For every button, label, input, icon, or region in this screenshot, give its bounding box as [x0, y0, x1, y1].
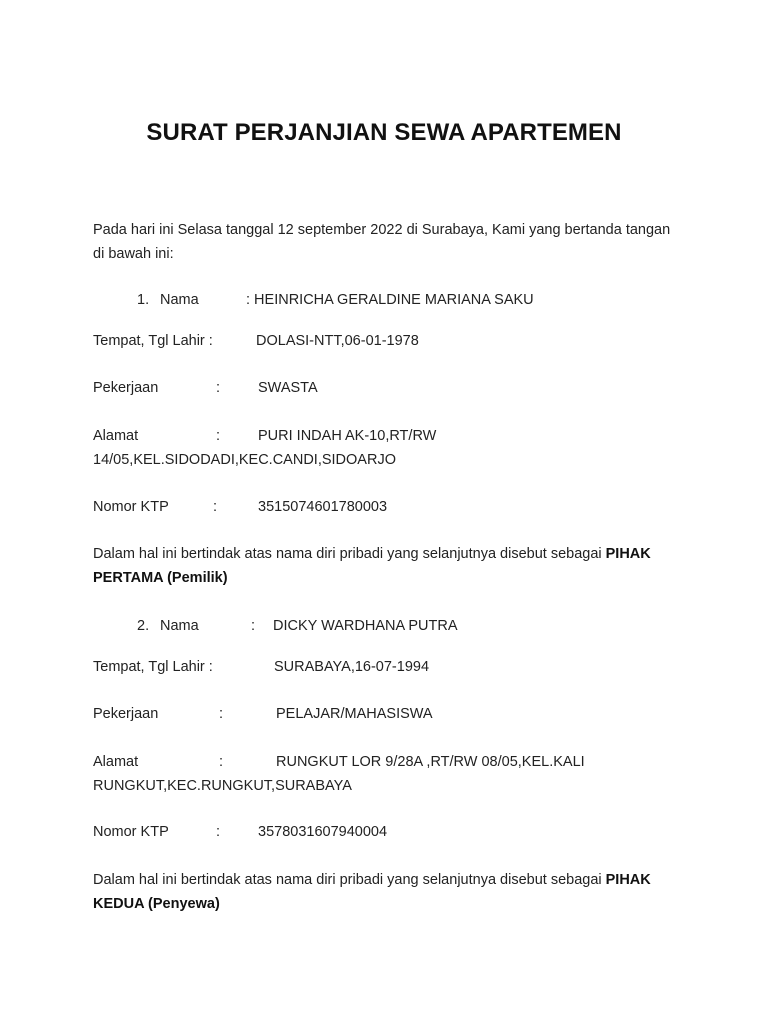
- party2-ktp-colon: :: [216, 824, 221, 840]
- party2-pekerjaan-colon: :: [219, 706, 224, 722]
- intro-paragraph: Pada hari ini Selasa tanggal 12 september 2022 di Surabaya, Kami yang bertanda tangan di bawah ini:: [93, 222, 671, 262]
- party1-statement-text: Dalam hal ini bertindak atas nama diri pribadi yang selanjutnya disebut sebagai: [93, 546, 606, 562]
- party1-pekerjaan-label: Pekerjaan: [93, 380, 159, 396]
- party2-statement-role: PIHAK KEDUA (Penyewa): [93, 872, 651, 912]
- party1-ttl-label: Tempat, Tgl Lahir :: [93, 333, 213, 349]
- party2-nama-value: DICKY WARDHANA PUTRA: [273, 618, 458, 634]
- party1-nama-value: : HEINRICHA GERALDINE MARIANA SAKU: [246, 292, 534, 308]
- party2-alamat-line1: RUNGKUT LOR 9/28A ,RT/RW 08/05,KEL.KALI: [276, 754, 585, 770]
- party1-alamat-line2: 14/05,KEL.SIDODADI,KEC.CANDI,SIDOARJO: [93, 452, 396, 468]
- party1-nama-label: Nama: [160, 292, 199, 308]
- party2-alamat-label: Alamat: [93, 754, 139, 770]
- party2-pekerjaan-label: Pekerjaan: [93, 706, 159, 722]
- party1-alamat-colon: :: [216, 428, 221, 444]
- party2-alamat-line2: RUNGKUT,KEC.RUNGKUT,SURABAYA: [93, 778, 352, 794]
- party2-pekerjaan-value: PELAJAR/MAHASISWA: [276, 706, 433, 722]
- party1-ktp-value: 3515074601780003: [258, 499, 388, 515]
- party2-nama-colon: :: [251, 618, 256, 634]
- party2-nama-label: Nama: [160, 618, 199, 634]
- party1-alamat-line1: PURI INDAH AK-10,RT/RW: [258, 428, 437, 444]
- party1-alamat-label: Alamat: [93, 428, 139, 444]
- party2-number: 2.: [137, 618, 150, 634]
- party1-ttl-value: DOLASI-NTT,06-01-1978: [256, 333, 419, 349]
- document-title: SURAT PERJANJIAN SEWA APARTEMEN: [146, 119, 622, 146]
- party1-number: 1.: [137, 292, 150, 308]
- party1-ktp-label: Nomor KTP: [93, 499, 169, 515]
- party2-ktp-label: Nomor KTP: [93, 824, 169, 840]
- party1-statement: [93, 542, 675, 590]
- party2-statement: [93, 868, 675, 916]
- party2-ttl-value: SURABAYA,16-07-1994: [274, 659, 430, 675]
- party2-statement-text: Dalam hal ini bertindak atas nama diri pribadi yang selanjutnya disebut sebagai: [93, 872, 606, 888]
- party1-pekerjaan-value: SWASTA: [258, 380, 318, 396]
- party1-pekerjaan-colon: :: [216, 380, 221, 396]
- party2-alamat-colon: :: [219, 754, 224, 770]
- party1-statement-role: PIHAK PERTAMA (Pemilik): [93, 546, 651, 586]
- party2-ktp-value: 3578031607940004: [258, 824, 388, 840]
- party2-ttl-label: Tempat, Tgl Lahir :: [93, 659, 213, 675]
- party1-ktp-colon: :: [213, 499, 218, 515]
